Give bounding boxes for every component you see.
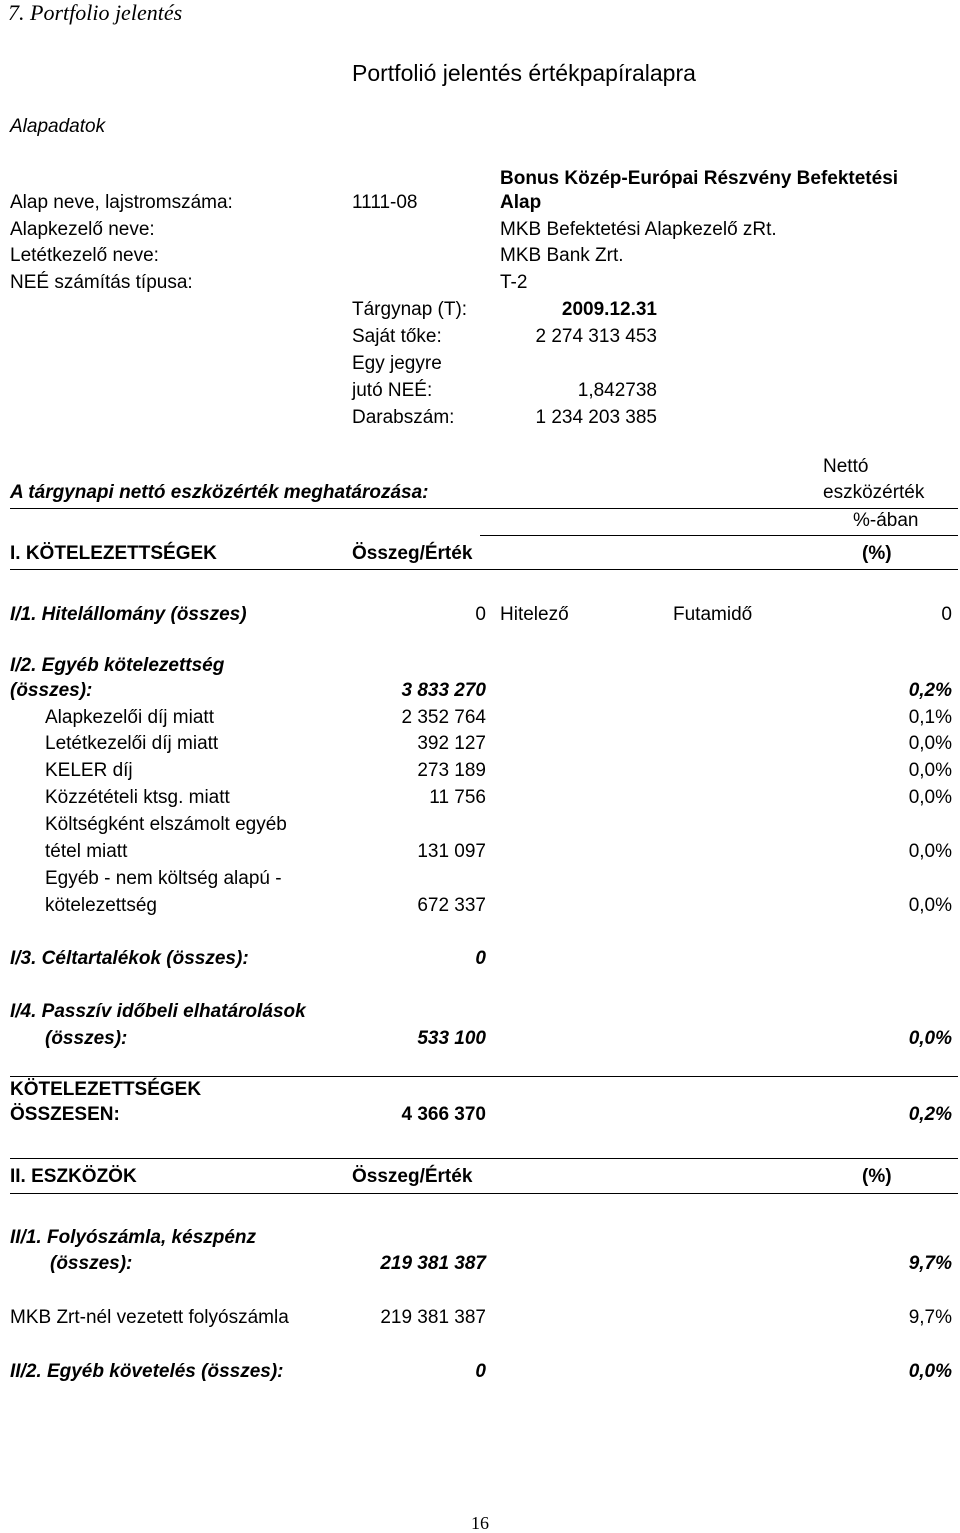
report-title: Portfolió jelentés értékpapíralapra <box>352 60 696 86</box>
fund-name-line2: Alap <box>500 192 542 213</box>
liability-item-label-line2: kötelezettség <box>45 895 157 916</box>
total-liabilities-label-line2: ÖSSZESEN: <box>10 1104 120 1125</box>
cash-value: 219 381 387 <box>380 1253 486 1274</box>
liability-item-label: Egyéb - nem költség alapú - <box>45 868 282 889</box>
units-label: Darabszám: <box>352 407 455 428</box>
other-liabilities-label-line1: I/2. Egyéb kötelezettség <box>10 655 225 676</box>
fund-name-line1: Bonus Közép-Európai Részvény Befektetési <box>500 168 899 189</box>
nav-unit-label-line2: jutó NEÉ: <box>352 380 433 401</box>
liability-item-label: Letétkezelői díj miatt <box>45 733 219 754</box>
liability-item-value: 131 097 <box>417 841 486 862</box>
fund-manager-label: Alapkezelő neve: <box>10 219 155 240</box>
receivables-value: 0 <box>475 1361 486 1382</box>
current-account-value: 219 381 387 <box>380 1307 486 1328</box>
maturity-value: 0 <box>941 604 952 625</box>
receivables-label: II/2. Egyéb követelés (összes): <box>10 1361 284 1382</box>
current-account-pct: 9,7% <box>908 1307 952 1328</box>
liability-item-label: Alapkezelői díj miatt <box>45 707 214 728</box>
other-liabilities-label-line2: (összes): <box>10 680 93 701</box>
assets-amount-header: Összeg/Érték <box>352 1166 473 1187</box>
fund-manager: MKB Befektetési Alapkezelő zRt. <box>500 219 777 240</box>
accruals-label-line2: (összes): <box>45 1028 128 1049</box>
units-value: 1 234 203 385 <box>535 407 657 428</box>
divider <box>10 1076 958 1077</box>
liability-item-value: 11 756 <box>429 787 486 808</box>
cash-label-line1: II/1. Folyószámla, készpénz <box>10 1227 257 1248</box>
provisions-label: I/3. Céltartalékok (összes): <box>10 948 249 969</box>
liabilities-pct-header: (%) <box>862 543 892 564</box>
nav-column-line2: eszközérték <box>823 482 925 503</box>
divider <box>10 508 958 509</box>
loans-label: I/1. Hitelállomány (összes) <box>10 604 247 625</box>
liability-item-pct: 0,1% <box>908 707 952 728</box>
liabilities-amount-header: Összeg/Érték <box>352 543 473 564</box>
liability-item-pct: 0,0% <box>908 787 952 808</box>
fund-name-label: Alap neve, lajstromszáma: <box>10 192 233 213</box>
fund-custodian-label: Letétkezelő neve: <box>10 245 159 266</box>
liability-item-label-line2: tétel miatt <box>45 841 128 862</box>
assets-header: II. ESZKÖZÖK <box>10 1166 137 1187</box>
nav-column-line1: Nettó <box>823 456 869 477</box>
liability-item-value: 672 337 <box>417 895 486 916</box>
accruals-label-line1: I/4. Passzív időbeli elhatárolások <box>10 1001 306 1022</box>
equity-value: 2 274 313 453 <box>535 326 657 347</box>
cash-label-line2: (összes): <box>50 1253 133 1274</box>
nav-type: T-2 <box>500 272 528 293</box>
liability-item-pct: 0,0% <box>908 760 952 781</box>
liability-item-pct: 0,0% <box>908 733 952 754</box>
nav-unit-value: 1,842738 <box>577 380 657 401</box>
liability-item-value: 392 127 <box>417 733 486 754</box>
other-liabilities-value: 3 833 270 <box>401 680 486 701</box>
nav-unit-label-line1: Egy jegyre <box>352 353 442 374</box>
liability-item-label: Közzétételi ktsg. miatt <box>45 787 230 808</box>
equity-label: Saját tőke: <box>352 326 442 347</box>
liability-item-label: Költségként elszámolt egyéb <box>45 814 287 835</box>
current-account-label: MKB Zrt-nél vezetett folyószámla <box>10 1307 289 1328</box>
cash-pct: 9,7% <box>908 1253 952 1274</box>
liabilities-header: I. KÖTELEZETTSÉGEK <box>10 543 217 564</box>
maturity-label: Futamidő <box>673 604 753 625</box>
receivables-pct: 0,0% <box>908 1361 952 1382</box>
liability-item-label: KELER díj <box>45 760 133 781</box>
divider <box>10 569 958 570</box>
other-liabilities-pct: 0,2% <box>908 680 952 701</box>
base-data-heading: Alapadatok <box>10 116 106 137</box>
fund-custodian: MKB Bank Zrt. <box>500 245 624 266</box>
nav-type-label: NEÉ számítás típusa: <box>10 272 193 293</box>
divider <box>10 1158 958 1159</box>
loans-value: 0 <box>475 604 486 625</box>
provisions-value: 0 <box>475 948 486 969</box>
liability-item-value: 2 352 764 <box>401 707 486 728</box>
accruals-pct: 0,0% <box>908 1028 952 1049</box>
divider <box>480 535 958 536</box>
fund-reg-number: 1111-08 <box>352 192 418 213</box>
accruals-value: 533 100 <box>417 1028 486 1049</box>
nav-column-line3: %-ában <box>853 510 919 531</box>
assets-pct-header: (%) <box>862 1166 892 1187</box>
creditor-label: Hitelező <box>500 604 569 625</box>
page-number: 16 <box>471 1513 489 1533</box>
liability-item-pct: 0,0% <box>908 895 952 916</box>
report-date: 2009.12.31 <box>561 299 657 320</box>
liability-item-pct: 0,0% <box>908 841 952 862</box>
section-heading: 7. Portfolio jelentés <box>8 0 183 25</box>
date-label: Tárgynap (T): <box>352 299 468 320</box>
nav-heading: A tárgynapi nettó eszközérték meghatározása: <box>10 482 429 503</box>
liability-item-value: 273 189 <box>417 760 486 781</box>
divider <box>10 1193 958 1194</box>
total-liabilities-pct: 0,2% <box>908 1104 952 1125</box>
total-liabilities-value: 4 366 370 <box>401 1104 486 1125</box>
total-liabilities-label-line1: KÖTELEZETTSÉGEK <box>10 1079 202 1100</box>
